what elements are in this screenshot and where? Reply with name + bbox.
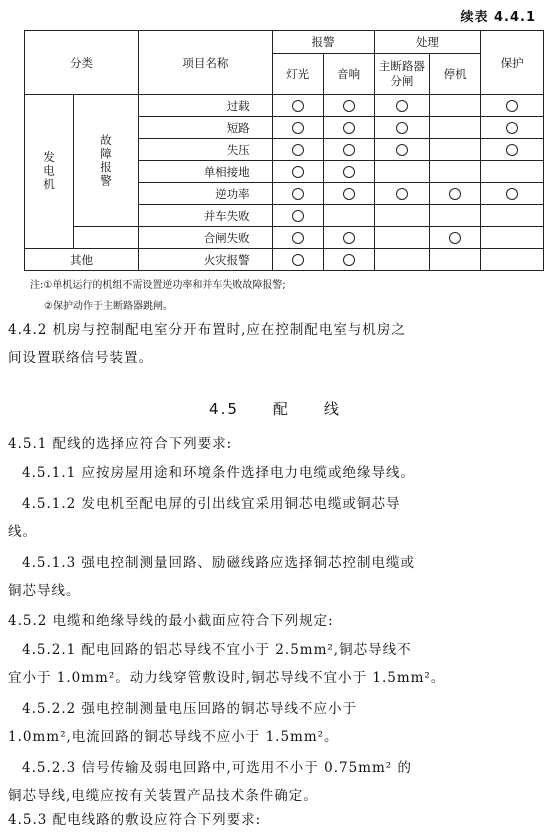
mark-cell xyxy=(374,95,430,117)
mark-cell xyxy=(374,227,430,249)
mark-cell xyxy=(272,249,323,271)
item-name-cell: 合闸失败 xyxy=(139,227,273,249)
group-generator-label: 发电机 xyxy=(42,151,56,192)
circle-mark-icon xyxy=(396,122,408,134)
header-alarm: 报警 xyxy=(272,31,374,54)
mark-cell xyxy=(374,249,430,271)
mark-cell xyxy=(481,117,544,139)
circle-mark-icon xyxy=(343,188,355,200)
header-breaker-trip: 主断路器分闸 xyxy=(374,54,430,95)
paragraph-4-5-1-2-line2: 线。 xyxy=(8,524,37,540)
alarm-protection-table xyxy=(24,30,544,271)
paragraph-4-4-2-line2: 间设置联络信号装置。 xyxy=(8,350,153,366)
section-heading xyxy=(0,398,550,419)
mark-cell xyxy=(481,227,544,249)
mark-cell xyxy=(272,95,323,117)
mark-cell xyxy=(374,139,430,161)
mark-cell xyxy=(430,161,481,183)
mark-cell xyxy=(481,95,544,117)
mark-cell xyxy=(374,183,430,205)
table-row xyxy=(25,227,544,249)
table-note-1: 注:①单机运行的机组不需设置逆功率和并车失败故障报警; xyxy=(30,280,286,291)
paragraph-4-5-1-3-line1: 4.5.1.3 强电控制测量回路、励磁线路应选择铜芯控制电缆或 xyxy=(22,555,416,571)
circle-mark-icon xyxy=(506,122,518,134)
circle-mark-icon xyxy=(292,166,304,178)
circle-mark-icon xyxy=(343,144,355,156)
item-name-cell: 过载 xyxy=(139,95,273,117)
circle-mark-icon xyxy=(396,100,408,112)
group-fault-alarm xyxy=(74,95,139,227)
circle-mark-icon xyxy=(506,144,518,156)
group-fault-alarm-label: 故障报警 xyxy=(99,133,113,188)
paragraph-4-5-2-3-line1: 4.5.2.3 信号传输及弱电回路中,可选用不小于 0.75mm² 的 xyxy=(22,760,412,776)
paragraph-4-5-1-3-line2: 铜芯导线。 xyxy=(8,583,81,599)
item-name-cell: 火灾报警 xyxy=(139,249,273,271)
paragraph-4-5-2: 4.5.2 电缆和绝缘导线的最小截面应符合下列规定: xyxy=(8,613,334,629)
table-row xyxy=(25,95,544,117)
table-note-2: ②保护动作于主断路器跳闸。 xyxy=(44,301,173,312)
mark-cell xyxy=(481,161,544,183)
item-name-cell: 单相接地 xyxy=(139,161,273,183)
mark-cell xyxy=(374,117,430,139)
item-name-cell: 逆功率 xyxy=(139,183,273,205)
mark-cell xyxy=(374,161,430,183)
section-number: 4.5 xyxy=(209,400,239,418)
circle-mark-icon xyxy=(506,188,518,200)
header-item-name: 项目名称 xyxy=(139,31,273,95)
circle-mark-icon xyxy=(292,144,304,156)
group-fault-alarm-cont xyxy=(74,227,139,249)
mark-cell xyxy=(323,227,374,249)
paragraph-4-5-2-3-line2: 铜芯导线,电缆应按有关装置产品技术条件确定。 xyxy=(8,788,318,804)
circle-mark-icon xyxy=(343,254,355,266)
header-shutdown: 停机 xyxy=(430,54,481,95)
section-title-char2: 线 xyxy=(323,400,341,418)
table-row xyxy=(25,249,544,271)
mark-cell xyxy=(323,161,374,183)
paragraph-4-5-1-1: 4.5.1.1 应按房屋用途和环境条件选择电力电缆或绝缘导线。 xyxy=(22,465,416,481)
circle-mark-icon xyxy=(292,100,304,112)
group-generator xyxy=(25,95,74,249)
circle-mark-icon xyxy=(343,100,355,112)
item-name-cell: 并车失败 xyxy=(139,205,273,227)
circle-mark-icon xyxy=(449,232,461,244)
mark-cell xyxy=(323,183,374,205)
paragraph-4-5-2-2-line2: 1.0mm²,电流回路的铜芯导线不应小于 1.5mm²。 xyxy=(8,729,339,745)
mark-cell xyxy=(323,205,374,227)
mark-cell xyxy=(430,95,481,117)
header-protection: 保护 xyxy=(481,31,544,95)
mark-cell xyxy=(430,139,481,161)
paragraph-4-5-1: 4.5.1 配线的选择应符合下列要求: xyxy=(8,436,233,452)
mark-cell xyxy=(323,249,374,271)
circle-mark-icon xyxy=(343,232,355,244)
mark-cell xyxy=(481,183,544,205)
circle-mark-icon xyxy=(343,166,355,178)
header-sound: 音响 xyxy=(323,54,374,95)
paragraph-4-5-2-1-line2: 宜小于 1.0mm²。动力线穿管敷设时,铜芯导线不宜小于 1.5mm²。 xyxy=(8,670,446,686)
circle-mark-icon xyxy=(396,144,408,156)
mark-cell xyxy=(323,139,374,161)
mark-cell xyxy=(430,227,481,249)
circle-mark-icon xyxy=(292,232,304,244)
mark-cell xyxy=(272,205,323,227)
table-caption: 续表 4.4.1 xyxy=(460,10,536,25)
circle-mark-icon xyxy=(292,188,304,200)
header-light: 灯光 xyxy=(272,54,323,95)
group-other: 其他 xyxy=(25,249,139,271)
mark-cell xyxy=(430,183,481,205)
paragraph-4-5-2-1-line1: 4.5.2.1 配电回路的铝芯导线不宜小于 2.5mm²,铜芯导线不 xyxy=(22,642,412,658)
header-handling: 处理 xyxy=(374,31,481,54)
circle-mark-icon xyxy=(292,210,304,222)
mark-cell xyxy=(323,117,374,139)
mark-cell xyxy=(272,139,323,161)
mark-cell xyxy=(272,161,323,183)
mark-cell xyxy=(272,117,323,139)
circle-mark-icon xyxy=(343,122,355,134)
item-name-cell: 短路 xyxy=(139,117,273,139)
paragraph-4-5-2-2-line1: 4.5.2.2 强电控制测量电压回路的铜芯导线不应小于 xyxy=(22,701,358,717)
mark-cell xyxy=(481,249,544,271)
mark-cell xyxy=(272,183,323,205)
circle-mark-icon xyxy=(396,188,408,200)
item-name-cell: 失压 xyxy=(139,139,273,161)
mark-cell xyxy=(323,95,374,117)
mark-cell xyxy=(481,205,544,227)
circle-mark-icon xyxy=(506,100,518,112)
paragraph-4-5-1-2-line1: 4.5.1.2 发电机至配电屏的引出线宜采用铜芯电缆或铜芯导 xyxy=(22,496,401,512)
circle-mark-icon xyxy=(292,122,304,134)
header-category: 分类 xyxy=(25,31,139,95)
circle-mark-icon xyxy=(449,188,461,200)
mark-cell xyxy=(374,205,430,227)
mark-cell xyxy=(430,249,481,271)
mark-cell xyxy=(481,139,544,161)
mark-cell xyxy=(430,117,481,139)
mark-cell xyxy=(272,227,323,249)
paragraph-4-5-3: 4.5.3 配电线路的敷设应符合下列要求: xyxy=(8,812,262,828)
section-title-char1: 配 xyxy=(272,400,290,418)
circle-mark-icon xyxy=(292,254,304,266)
paragraph-4-4-2-line1: 4.4.2 机房与控制配电室分开布置时,应在控制配电室与机房之 xyxy=(8,322,406,338)
mark-cell xyxy=(430,205,481,227)
